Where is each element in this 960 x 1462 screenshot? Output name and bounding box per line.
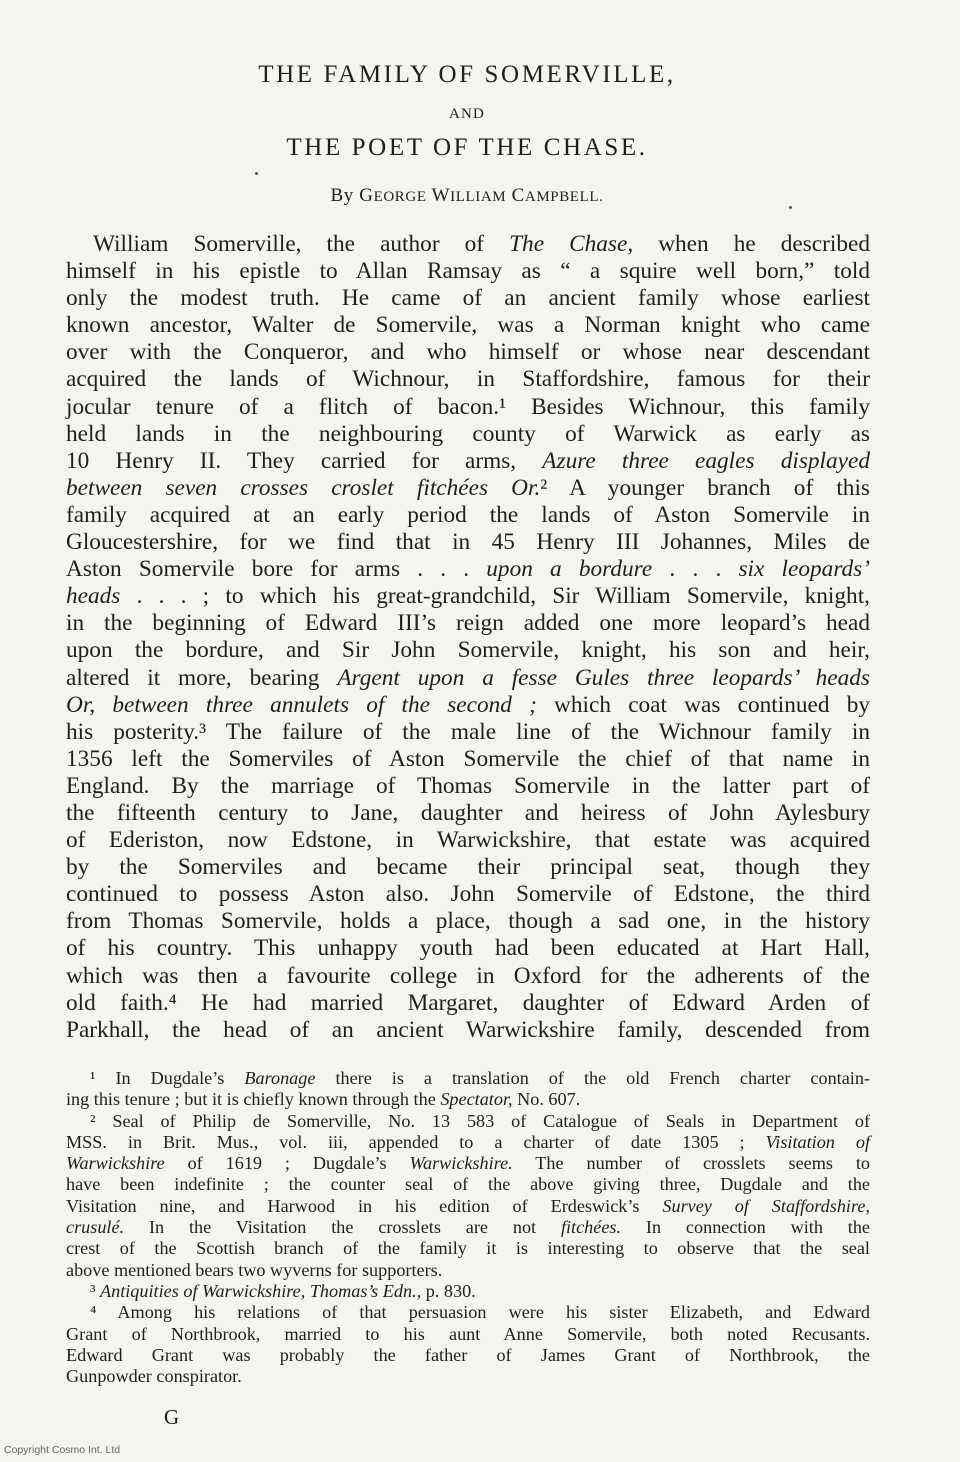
italic-run: Survey of Staffordshire, — [662, 1195, 870, 1216]
footnote-line — [66, 1174, 870, 1195]
text-run: ⁴ Among his relations of that persuasion were his sister Elizabeth, and Edward — [90, 1302, 870, 1323]
body-line — [66, 366, 870, 393]
body-line — [66, 502, 870, 529]
footnote-line — [66, 1217, 870, 1238]
italic-run: crusulé. — [66, 1217, 125, 1238]
italic-run: upon a bordure — [486, 556, 653, 583]
body-line — [66, 475, 870, 502]
author-name-part: AMPBELL. — [524, 189, 604, 205]
author-name-part: EORGE — [373, 189, 427, 205]
text-run: there is a translation of the old French charter contain- — [315, 1068, 870, 1088]
text-run: ³ — [90, 1280, 100, 1301]
text-run: . . . — [652, 556, 739, 583]
body-line — [66, 231, 870, 258]
body-line — [66, 881, 870, 908]
body-line — [66, 312, 870, 339]
text-run: Edward Grant was probably the father of James Grant of Northbrook, the — [66, 1344, 870, 1365]
body-line — [66, 258, 870, 285]
article-body — [66, 231, 870, 1044]
text-run: p. 830. — [421, 1280, 476, 1301]
text-run: 10 Henry II. They carried for arms, — [66, 447, 543, 474]
italic-run: Visitation of — [765, 1131, 871, 1152]
italic-run: Azure three eagles displayed — [542, 447, 870, 474]
footnote-line — [66, 1068, 870, 1089]
text-run: in the beginning of Edward III’s reign added one more leopard’s head — [66, 610, 870, 637]
text-run: Visitation nine, and Harwood in his edition of Erdeswick’s — [66, 1195, 663, 1216]
author-name — [359, 185, 603, 206]
italic-run: Antiquities of Warwickshire, Thomas’s Edn., — [100, 1280, 422, 1301]
text-run: of his country. This unhappy youth had been educated at Hart Hall, — [66, 935, 870, 962]
footnotes — [66, 1068, 870, 1387]
text-run: when he described — [633, 231, 871, 257]
body-line — [66, 637, 870, 664]
body-line — [66, 963, 870, 990]
author-initial: C — [511, 185, 525, 206]
body-line — [66, 448, 870, 475]
print-speck — [255, 172, 258, 175]
body-line — [66, 394, 870, 421]
body-line — [66, 556, 870, 583]
text-run: the fifteenth century to Jane, daughter and heiress of John Aylesbury — [66, 799, 870, 826]
footnote-line — [66, 1238, 870, 1259]
author-initial: W — [431, 185, 451, 206]
italic-run: fitchées. — [560, 1217, 622, 1238]
text-run: 1356 left the Somerviles of Aston Somervile the chief of that name in — [66, 745, 870, 772]
body-line — [66, 421, 870, 448]
text-run: MSS. in Brit. Mus., vol. iii, appended to a charter of date 1305 ; — [66, 1131, 766, 1152]
text-run: family acquired at an early period the lands of Aston Somervile in — [66, 501, 870, 528]
body-line — [66, 908, 870, 935]
signature-mark: G — [164, 1405, 180, 1429]
footnote-line — [66, 1153, 870, 1174]
text-run: which was then a favourite college in Oxford for the adherents of the — [66, 962, 870, 989]
text-run: over with the Conqueror, and who himself or whose near descendant — [66, 339, 870, 366]
footnote-line — [66, 1366, 870, 1387]
italic-run: six leopards’ — [738, 556, 870, 583]
body-line — [66, 719, 870, 746]
body-line — [66, 610, 870, 637]
body-line — [66, 746, 870, 773]
text-run: acquired the lands of Wichnour, in Staffordshire, famous for their — [66, 366, 870, 393]
body-line — [66, 800, 870, 827]
footnote-line — [66, 1196, 870, 1217]
footnote-line — [66, 1324, 870, 1345]
author-initial: G — [359, 185, 374, 206]
body-line — [66, 692, 870, 719]
text-run: Grant of Northbrook, married to his aunt Anne Somervile, both noted Recusants. — [66, 1323, 870, 1344]
text-run: by the Somerviles and became their principal seat, though they — [66, 854, 870, 881]
copyright-watermark: Copyright Cosmo Int. Ltd — [4, 1444, 121, 1456]
text-run: known ancestor, Walter de Somervile, was a Norman knight who came — [66, 312, 870, 339]
footnote-line — [66, 1302, 870, 1323]
text-run: of Ederiston, now Edstone, in Warwickshire, that estate was acquired — [66, 827, 870, 854]
body-line — [66, 1017, 870, 1044]
text-run: In the Visitation the crosslets are not — [124, 1217, 561, 1238]
author-name-part: ILLIAM — [450, 189, 507, 205]
text-run: crest of the Scottish branch of the family it is interesting to observe that the seal — [66, 1238, 870, 1259]
text-run: himself in his epistle to Allan Ramsay as “ a squire well born,” told — [66, 258, 870, 285]
text-run: above mentioned bears two wyverns for supporters. — [66, 1259, 443, 1280]
text-run: No. 607. — [512, 1089, 581, 1110]
article-title-line-1: THE FAMILY OF SOMERVILLE, — [258, 61, 676, 88]
text-run: ² A younger branch of this — [540, 474, 870, 501]
article-title-line-2: THE POET OF THE CHASE. — [286, 134, 648, 161]
italic-run: heads — [66, 583, 121, 610]
text-run: continued to possess Aston also. John Somervile of Edstone, the third — [66, 881, 870, 908]
footnote-line — [66, 1260, 870, 1281]
text-run: Gunpowder conspirator. — [66, 1366, 242, 1387]
body-line — [66, 583, 870, 610]
italic-run: Warwickshire. — [409, 1153, 513, 1174]
text-run: only the modest truth. He came of an ancient family whose earliest — [66, 285, 870, 312]
text-run: Gloucestershire, for we find that in 45 Henry III Johannes, Miles de — [66, 529, 870, 556]
body-line — [66, 935, 870, 962]
author-byline — [0, 183, 934, 210]
text-run: jocular tenure of a flitch of bacon.¹ Besides Wichnour, this family — [66, 393, 870, 420]
body-line — [66, 285, 870, 312]
footnote-line — [66, 1111, 870, 1132]
text-run: his posterity.³ The failure of the male line of the Wichnour family in — [66, 718, 870, 745]
text-run: Parkhall, the head of an ancient Warwickshire family, descended from — [66, 1016, 870, 1043]
text-run: ² Seal of Philip de Somerville, No. 13 583 of Catalogue of Seals in Department of — [90, 1110, 870, 1131]
body-line — [66, 827, 870, 854]
text-run: . . . ; to which his great-grandchild, Sir William Somervile, knight, — [120, 583, 870, 610]
italic-run: Argent upon a fesse Gules three leopards’ heads — [337, 664, 870, 691]
italic-run: The Chase, — [509, 231, 634, 257]
footnote-line — [66, 1132, 870, 1153]
text-run: of 1619 ; Dugdale’s — [164, 1153, 410, 1174]
italic-run: Spectator, — [440, 1089, 513, 1110]
text-run: In connection with the — [621, 1217, 870, 1238]
body-line — [66, 990, 870, 1017]
text-run: altered it more, bearing — [66, 664, 338, 691]
text-run: held lands in the neighbouring county of Warwick as early as — [66, 420, 870, 447]
italic-run: Warwickshire — [66, 1153, 165, 1174]
text-run: ing this tenure ; but it is chiefly known through the — [66, 1089, 441, 1110]
text-run: Aston Somervile bore for arms . . . — [66, 556, 487, 583]
text-run: from Thomas Somervile, holds a place, though a sad one, in the history — [66, 908, 870, 935]
italic-run: Or, between three annulets of the second ; — [66, 691, 537, 718]
footnote-line — [66, 1345, 870, 1366]
text-run: The number of crosslets seems to — [512, 1153, 870, 1174]
text-run: have been indefinite ; the counter seal of the above giving three, Dugdale and the — [66, 1174, 870, 1195]
body-line — [66, 665, 870, 692]
byline-by: By — [330, 185, 354, 206]
article-title-conjunction: AND — [448, 106, 486, 122]
text-run: upon the bordure, and Sir John Somervile, knight, his son and heir, — [66, 637, 870, 664]
body-line — [66, 529, 870, 556]
text-run: old faith.⁴ He had married Margaret, daughter of Edward Arden of — [66, 989, 870, 1016]
text-run: which coat was continued by — [536, 691, 870, 718]
body-line — [66, 854, 870, 881]
text-run: England. By the marriage of Thomas Somervile in the latter part of — [66, 772, 870, 799]
text-run: ¹ In Dugdale’s — [90, 1068, 245, 1088]
footnote-line — [66, 1281, 870, 1302]
italic-run: between seven crosses croslet fitchées Or. — [66, 474, 541, 501]
text-run: William Somerville, the author of — [93, 231, 510, 257]
footnote-line — [66, 1089, 870, 1110]
italic-run: Baronage — [244, 1068, 316, 1088]
body-line — [66, 339, 870, 366]
body-line — [66, 773, 870, 800]
